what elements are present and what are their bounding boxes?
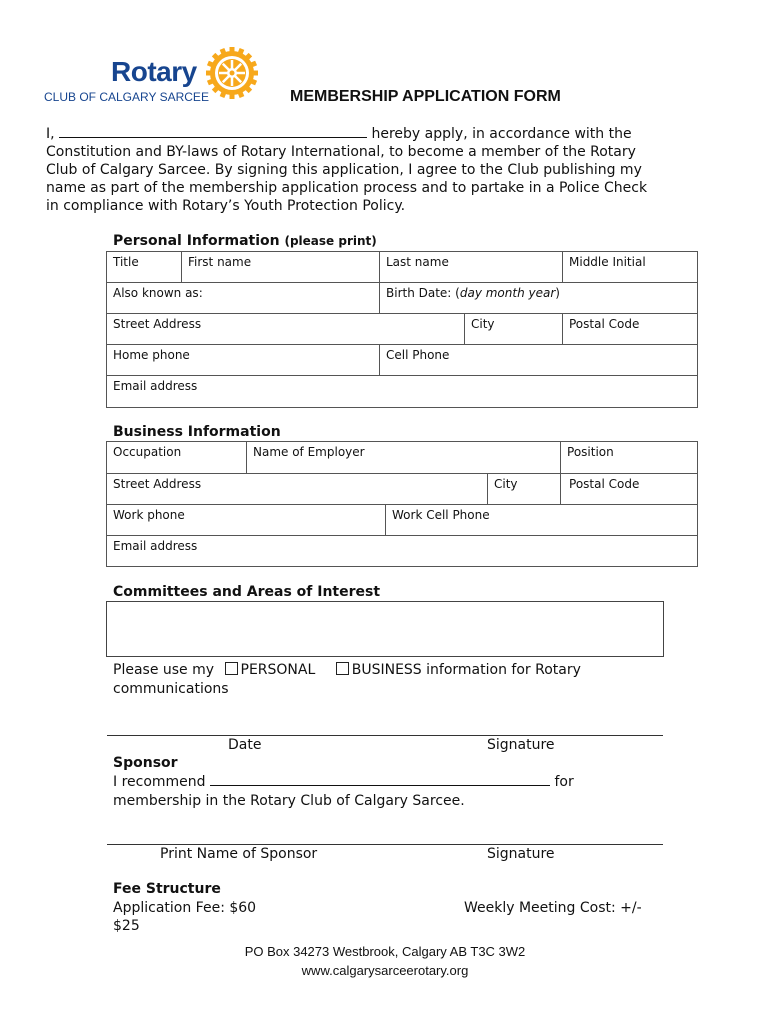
business-info-table bbox=[106, 441, 698, 567]
position-label: Position bbox=[567, 445, 614, 459]
work-cell-field[interactable] bbox=[386, 505, 698, 536]
personal-option-label: PERSONAL bbox=[240, 662, 316, 678]
business-city-field[interactable] bbox=[488, 474, 561, 505]
signature-label: Signature bbox=[487, 737, 555, 753]
personal-checkbox[interactable] bbox=[225, 662, 238, 675]
middle-initial-label: Middle Initial bbox=[569, 255, 646, 269]
business-street-label: Street Address bbox=[113, 477, 202, 491]
business-city-label: City bbox=[494, 477, 518, 491]
employer-label: Name of Employer bbox=[253, 445, 365, 459]
business-heading: Business Information bbox=[113, 424, 281, 440]
position-field[interactable] bbox=[561, 442, 698, 474]
personal-info-table bbox=[106, 251, 698, 408]
business-option-label: BUSINESS information for Rotary bbox=[351, 662, 581, 678]
city-label: City bbox=[471, 317, 495, 331]
street-field[interactable] bbox=[107, 314, 465, 345]
title-field[interactable] bbox=[107, 252, 182, 283]
middle-initial-field[interactable] bbox=[563, 252, 698, 283]
city-field[interactable] bbox=[465, 314, 563, 345]
committees-textarea[interactable] bbox=[106, 601, 664, 657]
footer-address: PO Box 34273 Westbrook, Calgary AB T3C 3W2 bbox=[244, 944, 526, 959]
first-name-field[interactable] bbox=[182, 252, 380, 283]
personal-heading-note: (please print) bbox=[284, 234, 377, 248]
occupation-label: Occupation bbox=[113, 445, 182, 459]
employer-field[interactable] bbox=[247, 442, 561, 474]
cell-phone-field[interactable] bbox=[380, 345, 698, 376]
form-title: MEMBERSHIP APPLICATION FORM bbox=[290, 88, 561, 105]
postal-code-field[interactable] bbox=[563, 314, 698, 345]
intro-line2: Constitution and BY-laws of Rotary International, to become a member of the Rotary bbox=[46, 144, 636, 160]
sponsor-heading: Sponsor bbox=[113, 755, 178, 771]
last-name-label: Last name bbox=[386, 255, 449, 269]
rotary-wheel-icon bbox=[204, 45, 260, 101]
birth-date-label: Birth Date: ( bbox=[386, 286, 460, 300]
intro-line5: in compliance with Rotary’s Youth Protection Policy. bbox=[46, 198, 406, 214]
cell-phone-label: Cell Phone bbox=[386, 348, 450, 362]
business-street-field[interactable] bbox=[107, 474, 488, 505]
applicant-name-blank[interactable] bbox=[59, 125, 367, 138]
sponsor-for: for bbox=[554, 774, 574, 790]
last-name-field[interactable] bbox=[380, 252, 563, 283]
intro-line1: hereby apply, in accordance with the bbox=[371, 126, 632, 142]
email-field[interactable] bbox=[107, 376, 698, 408]
sponsor-candidate-blank[interactable] bbox=[210, 773, 550, 786]
work-phone-field[interactable] bbox=[107, 505, 386, 536]
application-fee: Application Fee: $60 bbox=[113, 900, 257, 916]
date-signature-line[interactable] bbox=[107, 735, 663, 736]
birth-date-close: ) bbox=[555, 286, 560, 300]
work-phone-label: Work phone bbox=[113, 508, 185, 522]
birth-date-format: day month year bbox=[459, 286, 556, 300]
aka-field[interactable] bbox=[107, 283, 380, 314]
sponsor-section bbox=[113, 754, 673, 811]
first-name-label: First name bbox=[188, 255, 252, 269]
street-label: Street Address bbox=[113, 317, 202, 331]
business-checkbox[interactable] bbox=[336, 662, 349, 675]
sponsor-line2: membership in the Rotary Club of Calgary Sarcee. bbox=[113, 793, 465, 809]
comms-line2: communications bbox=[113, 681, 229, 697]
home-phone-field[interactable] bbox=[107, 345, 380, 376]
postal-code-label: Postal Code bbox=[569, 317, 640, 331]
business-postal-field[interactable] bbox=[561, 474, 698, 505]
business-email-field[interactable] bbox=[107, 536, 698, 567]
footer-website[interactable]: www.calgarysarceerotary.org bbox=[301, 963, 469, 978]
business-postal-label: Postal Code bbox=[569, 477, 640, 491]
logo-subtitle: CLUB OF CALGARY SARCEE bbox=[44, 90, 209, 104]
intro-line4: name as part of the membership application process and to partake in a Police Check bbox=[46, 180, 648, 196]
business-email-label: Email address bbox=[113, 539, 198, 553]
occupation-field[interactable] bbox=[107, 442, 247, 474]
comms-prefix: Please use my bbox=[113, 662, 215, 678]
birth-date-field[interactable] bbox=[380, 283, 698, 314]
print-name-label: Print Name of Sponsor bbox=[160, 846, 318, 862]
weekly-meeting-amount: $25 bbox=[113, 918, 140, 934]
comms-preference bbox=[113, 661, 673, 699]
date-label: Date bbox=[228, 737, 262, 753]
fee-heading: Fee Structure bbox=[113, 881, 221, 897]
sponsor-signature-label: Signature bbox=[487, 846, 555, 862]
title-label: Title bbox=[113, 255, 139, 269]
committees-heading: Committees and Areas of Interest bbox=[113, 584, 381, 600]
logo-wordmark: Rotary bbox=[111, 56, 197, 87]
intro-prefix: I, bbox=[46, 126, 55, 142]
aka-label: Also known as: bbox=[113, 286, 203, 300]
work-cell-label: Work Cell Phone bbox=[392, 508, 490, 522]
home-phone-label: Home phone bbox=[113, 348, 190, 362]
personal-heading bbox=[113, 233, 377, 249]
email-label: Email address bbox=[113, 379, 198, 393]
intro-line3: Club of Calgary Sarcee. By signing this application, I agree to the Club publishing my bbox=[46, 162, 642, 178]
weekly-meeting-cost: Weekly Meeting Cost: +/- bbox=[464, 900, 642, 916]
sponsor-recommend: I recommend bbox=[113, 774, 206, 790]
intro-paragraph bbox=[46, 125, 706, 215]
personal-heading-text: Personal Information bbox=[113, 233, 280, 249]
